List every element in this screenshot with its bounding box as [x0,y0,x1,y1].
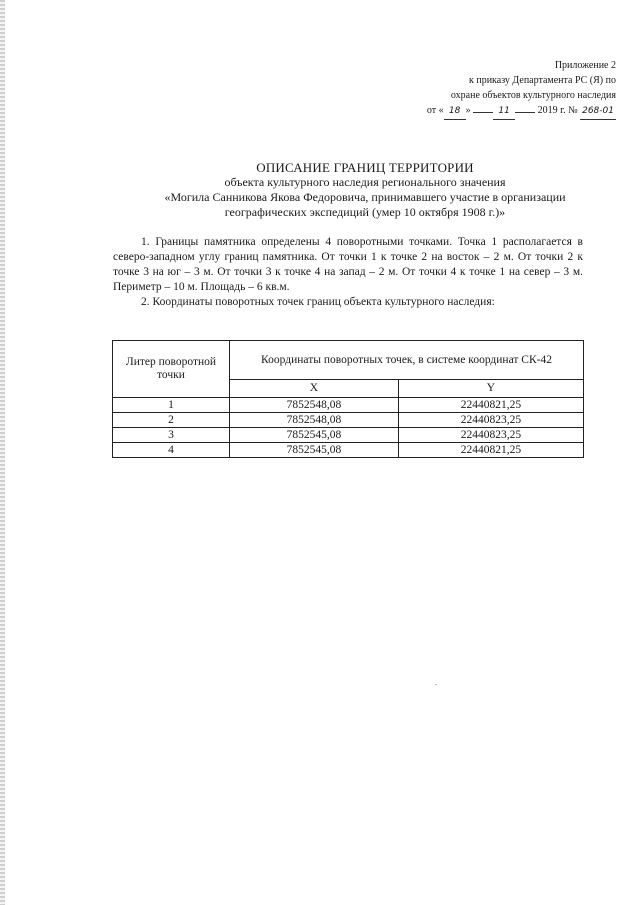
paragraph-1: 1. Границы памятника определены 4 поворотными точками. Точка 1 располагается в северо-западном углу границ памятника. От точки 1 к точке 2 на восток – 2 м. От точки 2 к точке 3 на юг – 3 м. От точки 3 к точке 4 на запад – 2 м. От точки 4 к точке 1 на север – 3 м. Периметр – 10 м. Площадь – 6 кв.м. [113,236,583,293]
cell-point: 2 [113,413,230,428]
appendix-date-line [386,103,616,120]
date-prefix: от « [426,105,444,116]
cell-point: 3 [113,428,230,443]
cell-x: 7852545,08 [230,428,399,443]
header-coordinates: Координаты поворотных точек, в системе координат СК-42 [230,341,584,380]
header-y: Y [398,380,583,398]
date-year: 2019 г. № [537,105,578,116]
cell-x: 7852548,08 [230,398,399,413]
cell-y: 22440823,25 [398,413,583,428]
table-row [113,413,584,428]
cell-y: 22440823,25 [398,428,583,443]
cell-y: 22440821,25 [398,398,583,413]
cell-x: 7852545,08 [230,443,399,458]
cell-point: 1 [113,398,230,413]
scan-edge [0,0,5,905]
title-line-2: объекта культурного наследия регионального значения [224,175,506,189]
table-row [113,443,584,458]
document-title [100,160,630,220]
header-x: X [230,380,399,398]
date-blank-2 [515,112,535,113]
title-line-3: «Могила Санникова Якова Федоровича, принимавшего участие в организации [164,190,566,204]
date-month: 11 [493,104,515,120]
appendix-line-1: Приложение 2 [554,60,616,71]
paragraph-2: 2. Координаты поворотных точек границ объекта культурного наследия: [141,296,495,308]
title-line-4: географических экспедиций (умер 10 октября 1908 г.)» [224,205,506,219]
table-row [113,428,584,443]
header-liter: Литер поворотной точки [113,341,230,398]
date-day: 18 [444,104,466,120]
date-blank [473,112,493,113]
appendix-line-2: к приказу Департамента РС (Я) по [468,75,616,86]
appendix-header [386,58,616,120]
table-row [113,398,584,413]
cell-point: 4 [113,443,230,458]
scan-speck [435,684,437,685]
date-number: 268-01 [580,104,616,120]
cell-x: 7852548,08 [230,413,399,428]
title-main: ОПИСАНИЕ ГРАНИЦ ТЕРРИТОРИИ [256,160,474,175]
appendix-line-3: охране объектов культурного наследия [450,90,616,101]
body-text [113,235,583,310]
date-mid: » [465,105,471,116]
cell-y: 22440821,25 [398,443,583,458]
coordinates-table [112,340,584,458]
